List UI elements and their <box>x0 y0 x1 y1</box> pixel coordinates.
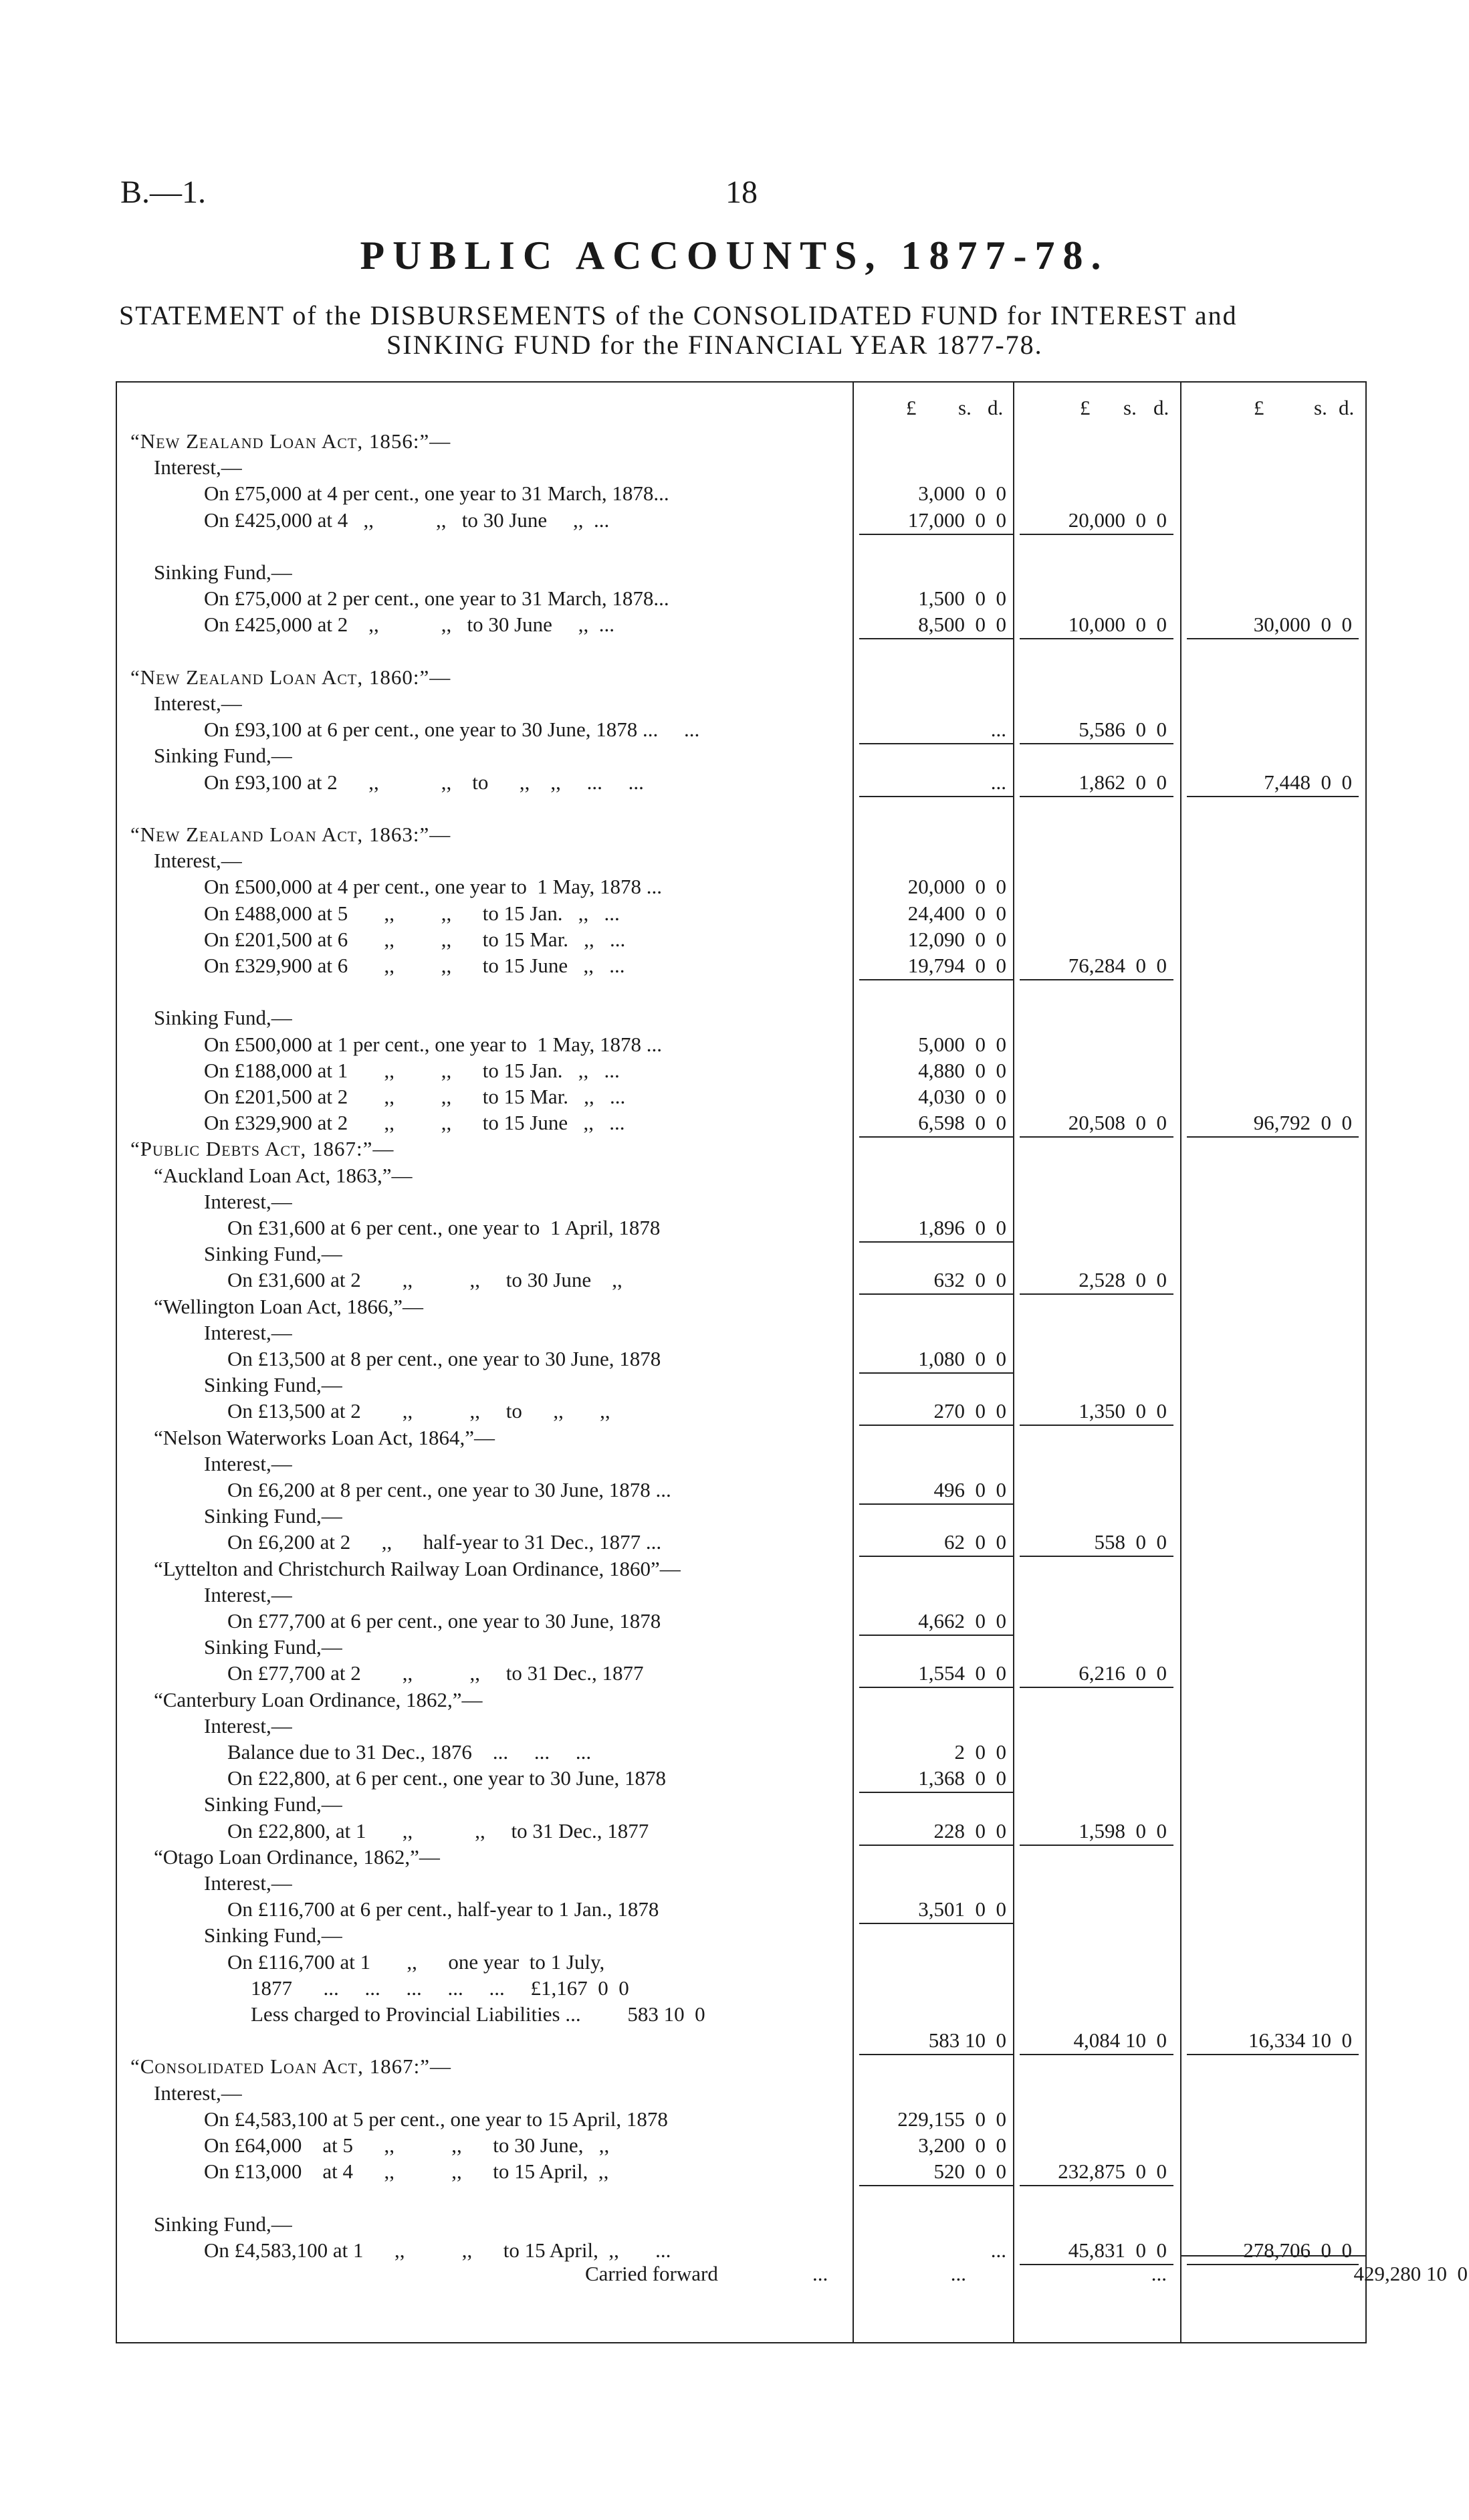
ledger-line-text: On £22,800, at 6 per cent., one year to 30 June, 1878 <box>227 1766 667 1790</box>
ledger-line-text: On £500,000 at 4 per cent., one year to 1 May, 1878 ... <box>204 875 662 898</box>
col2-pence-header: d. <box>1153 396 1169 419</box>
amount-c1: 1,080 0 0 <box>918 1347 1006 1370</box>
ledger-line-text: On £6,200 at 2 ,, half-year to 31 Dec., 1877 ... <box>227 1530 662 1554</box>
subtotal-rule <box>1020 743 1173 744</box>
col1-shilling-header: s. <box>958 396 972 419</box>
subtotal-rule <box>859 1923 1013 1924</box>
statement-title-line-1: STATEMENT of the DISBURSEMENTS of the CONSOLIDATED FUND for INTEREST and <box>119 300 1238 330</box>
amount-c1: 229,155 0 0 <box>897 2107 1006 2131</box>
ledger-line-text: On £329,900 at 6 ,, ,, to 15 June ,, ... <box>204 954 625 977</box>
amount-c1: 520 0 0 <box>933 2160 1006 2183</box>
ledger-line-text: Sinking Fund,— <box>154 2212 292 2236</box>
ledger-line-text: On £6,200 at 8 per cent., one year to 30 June, 1878 ... <box>227 1478 671 1501</box>
amount-c2: 1,862 0 0 <box>1079 770 1167 794</box>
col1-pound-header: £ <box>906 396 917 419</box>
col2-pound-header: £ <box>1080 396 1091 419</box>
subtotal-rule <box>859 638 1013 639</box>
amount-c2: 232,875 0 0 <box>1058 2160 1167 2183</box>
ledger-line-text: “New Zealand Loan Act, 1856:”— <box>130 429 451 453</box>
amount-c2: 20,508 0 0 <box>1068 1111 1167 1134</box>
ledger-line-text: On £116,700 at 6 per cent., half-year to 1 Jan., 1878 <box>227 1897 659 1921</box>
amount-c1: 3,501 0 0 <box>918 1897 1006 1921</box>
carried-forward-col2: ... <box>1151 2262 1167 2285</box>
carried-forward-col1: ... <box>950 2262 966 2285</box>
ledger-line-text: Sinking Fund,— <box>154 560 292 584</box>
carried-forward-label: Carried forward <box>585 2262 718 2285</box>
ledger-line-text: On £4,583,100 at 5 per cent., one year to 15 April, 1878 <box>204 2107 668 2131</box>
amount-c1: 5,000 0 0 <box>918 1033 1006 1056</box>
amount-c1: 1,896 0 0 <box>918 1216 1006 1239</box>
ledger-line-text: On £329,900 at 2 ,, ,, to 15 June ,, ... <box>204 1111 625 1134</box>
amount-c1: 228 0 0 <box>933 1819 1006 1843</box>
carried-forward-dots: ... <box>812 2262 828 2285</box>
ledger-line-text: On £77,700 at 6 per cent., one year to 30 June, 1878 <box>227 1609 661 1633</box>
ledger-line-text: “New Zealand Loan Act, 1860:”— <box>130 665 451 689</box>
total-rule <box>1180 2255 1365 2256</box>
ledger-line-text: On £75,000 at 2 per cent., one year to 31 March, 1878... <box>204 587 669 610</box>
subtotal-rule <box>1020 796 1173 797</box>
subtotal-rule <box>859 1425 1013 1426</box>
col1-pence-header: d. <box>988 396 1004 419</box>
ledger-line-text: “Consolidated Loan Act, 1867:”— <box>130 2055 451 2078</box>
subtotal-rule <box>1020 1425 1173 1426</box>
ledger-line-text: Interest,— <box>204 1714 292 1738</box>
amount-c1: 20,000 0 0 <box>907 875 1006 898</box>
subtotal-rule <box>859 1845 1013 1846</box>
ledger-line-text: On £116,700 at 1 ,, one year to 1 July, <box>227 1950 605 1974</box>
amount-c1: 4,880 0 0 <box>918 1059 1006 1082</box>
amount-c1: 1,368 0 0 <box>918 1766 1006 1790</box>
ledger-line-text: Interest,— <box>204 1871 292 1895</box>
amount-c1: 3,000 0 0 <box>918 482 1006 505</box>
amount-c3: 96,792 0 0 <box>1253 1111 1352 1134</box>
subtotal-rule <box>1020 979 1173 980</box>
subtotal-rule <box>1020 2054 1173 2055</box>
ledger-line-text: Interest,— <box>154 455 242 479</box>
subtotal-rule <box>859 796 1013 797</box>
subtotal-rule <box>859 743 1013 744</box>
amount-c2: 1,350 0 0 <box>1079 1399 1167 1423</box>
subtotal-rule <box>1020 1293 1173 1295</box>
amount-c1: 12,090 0 0 <box>907 928 1006 951</box>
amount-c1: ... <box>990 770 1006 794</box>
document-reference: B.—1. <box>120 175 207 210</box>
subtotal-rule <box>859 1687 1013 1688</box>
col2-shilling-header: s. <box>1123 396 1137 419</box>
amount-c2: 2,528 0 0 <box>1079 1268 1167 1291</box>
subtotal-rule <box>1020 638 1173 639</box>
subtotal-rule <box>859 1792 1013 1793</box>
amount-c1: 1,554 0 0 <box>918 1661 1006 1685</box>
amount-c3: 278,706 0 0 <box>1243 2238 1352 2262</box>
ledger-line-text: Interest,— <box>154 849 242 872</box>
ledger-line-text: On £31,600 at 6 per cent., one year to 1 April, 1878 <box>227 1216 661 1239</box>
amount-c3: 16,334 10 0 <box>1248 2028 1352 2052</box>
ledger-line-text: On £75,000 at 4 per cent., one year to 31 March, 1878... <box>204 482 669 505</box>
ledger-line-text: On £188,000 at 1 ,, ,, to 15 Jan. ,, ... <box>204 1059 620 1082</box>
ledger-line-text: 1877 ... ... ... ... ... £1,167 0 0 <box>251 1976 629 2000</box>
amount-c1: 24,400 0 0 <box>907 902 1006 925</box>
subtotal-rule <box>1020 534 1173 535</box>
amount-c1: 632 0 0 <box>933 1268 1006 1291</box>
ledger-line-text: Balance due to 31 Dec., 1876 ... ... ... <box>227 1740 592 1764</box>
ledger-line-text: On £31,600 at 2 ,, ,, to 30 June ,, <box>227 1268 623 1291</box>
col3-pence-header: d. <box>1339 396 1355 419</box>
amount-c1: 270 0 0 <box>933 1399 1006 1423</box>
ledger-line-text: Sinking Fund,— <box>204 1635 342 1659</box>
ledger-line-text: Interest,— <box>204 1583 292 1606</box>
amount-c2: 76,284 0 0 <box>1068 954 1167 977</box>
amount-c1: 19,794 0 0 <box>907 954 1006 977</box>
subtotal-rule <box>859 1635 1013 1636</box>
amount-c3: 30,000 0 0 <box>1253 613 1352 636</box>
ledger-line-text: Sinking Fund,— <box>154 1006 292 1029</box>
subtotal-rule <box>859 1556 1013 1557</box>
amount-c1: 17,000 0 0 <box>907 508 1006 532</box>
subtotal-rule <box>859 2054 1013 2055</box>
page-title: PUBLIC ACCOUNTS, 1877-78. <box>360 233 1109 278</box>
ledger-line-text: On £22,800, at 1 ,, ,, to 31 Dec., 1877 <box>227 1819 649 1843</box>
amount-c1: 4,030 0 0 <box>918 1085 1006 1108</box>
ledger-line-text: On £425,000 at 4 ,, ,, to 30 June ,, ... <box>204 508 610 532</box>
subtotal-rule <box>1187 638 1359 639</box>
subtotal-rule <box>859 534 1013 535</box>
amount-c2: 1,598 0 0 <box>1079 1819 1167 1843</box>
amount-c1: 4,662 0 0 <box>918 1609 1006 1633</box>
ledger-line-text: On £201,500 at 2 ,, ,, to 15 Mar. ,, ... <box>204 1085 626 1108</box>
amount-c1: 62 0 0 <box>944 1530 1006 1554</box>
ledger-line-text: “Public Debts Act, 1867:”— <box>130 1137 394 1160</box>
ledger-line-text: Sinking Fund,— <box>204 1242 342 1265</box>
amount-c3: 7,448 0 0 <box>1264 770 1352 794</box>
ledger-line-text: On £13,500 at 8 per cent., one year to 30 June, 1878 <box>227 1347 661 1370</box>
amount-c2: 20,000 0 0 <box>1068 508 1167 532</box>
ledger-line-text: On £93,100 at 2 ,, ,, to ,, ,, ... ... <box>204 770 644 794</box>
page-number: 18 <box>725 175 758 210</box>
amount-c1: 6,598 0 0 <box>918 1111 1006 1134</box>
amount-c2: 558 0 0 <box>1094 1530 1167 1554</box>
subtotal-rule <box>1020 1845 1173 1846</box>
ledger-line-text: Interest,— <box>154 2081 242 2105</box>
subtotal-rule <box>859 1241 1013 1243</box>
amount-c1: 2 0 0 <box>954 1740 1006 1764</box>
subtotal-rule <box>1020 1556 1173 1557</box>
amount-c1: ... <box>990 2238 1006 2262</box>
amount-c2: 4,084 10 0 <box>1073 2028 1167 2052</box>
amount-c1: 8,500 0 0 <box>918 613 1006 636</box>
ledger-line-text: On £13,500 at 2 ,, ,, to ,, ,, <box>227 1399 610 1423</box>
amount-c2: 6,216 0 0 <box>1079 1661 1167 1685</box>
ledger-line-text: “Wellington Loan Act, 1866,”— <box>154 1295 423 1318</box>
ledger-line-text: Sinking Fund,— <box>204 1923 342 1947</box>
ledger-line-text: On £93,100 at 6 per cent., one year to 30 June, 1878 ... ... <box>204 718 700 741</box>
ledger-line-text: On £64,000 at 5 ,, ,, to 30 June, ,, <box>204 2133 610 2157</box>
subtotal-rule <box>859 2185 1013 2186</box>
ledger-line-text: On £77,700 at 2 ,, ,, to 31 Dec., 1877 <box>227 1661 644 1685</box>
ledger-line-text: Interest,— <box>154 692 242 715</box>
subtotal-rule <box>1187 2054 1359 2055</box>
ledger-line-text: Less charged to Provincial Liabilities ... 583 10 0 <box>251 2002 705 2026</box>
ledger-line-text: “New Zealand Loan Act, 1863:”— <box>130 823 451 846</box>
subtotal-rule <box>859 1503 1013 1505</box>
ledger-line-text: Interest,— <box>204 1321 292 1344</box>
ledger-line-text: Interest,— <box>204 1452 292 1475</box>
amount-c1: 1,500 0 0 <box>918 587 1006 610</box>
amount-c1: 496 0 0 <box>933 1478 1006 1501</box>
ledger-line-text: Sinking Fund,— <box>204 1373 342 1396</box>
ledger-line-text: Sinking Fund,— <box>204 1792 342 1816</box>
amount-c2: 45,831 0 0 <box>1068 2238 1167 2262</box>
ledger-line-text: “Nelson Waterworks Loan Act, 1864,”— <box>154 1426 495 1449</box>
subtotal-rule <box>859 979 1013 980</box>
ledger-line-text: “Otago Loan Ordinance, 1862,”— <box>154 1845 440 1869</box>
col3-shilling-header: s. <box>1314 396 1327 419</box>
subtotal-rule <box>1020 1687 1173 1688</box>
amount-c1: 3,200 0 0 <box>918 2133 1006 2157</box>
ledger-line-text: On £13,000 at 4 ,, ,, to 15 April, ,, <box>204 2160 609 2183</box>
subtotal-rule <box>859 1293 1013 1295</box>
ledger-line-text: “Canterbury Loan Ordinance, 1862,”— <box>154 1688 483 1711</box>
statement-title-line-2: SINKING FUND for the FINANCIAL YEAR 1877-78. <box>386 330 1043 360</box>
subtotal-rule <box>1020 1136 1173 1138</box>
amount-c2: 10,000 0 0 <box>1068 613 1167 636</box>
ledger-line-text: On £425,000 at 2 ,, ,, to 30 June ,, ... <box>204 613 614 636</box>
disbursements-table <box>116 381 1468 2343</box>
subtotal-rule <box>1187 796 1359 797</box>
ledger-line-text: On £4,583,100 at 1 ,, ,, to 15 April, ,, ... <box>204 2238 671 2262</box>
ledger-line-text: On £500,000 at 1 per cent., one year to 1 May, 1878 ... <box>204 1033 662 1056</box>
ledger-line-text: “Lyttelton and Christchurch Railway Loan Ordinance, 1860”— <box>154 1557 681 1580</box>
ledger-line-text: Interest,— <box>204 1190 292 1213</box>
carried-forward-total: 429,280 10 0 <box>1353 2262 1468 2285</box>
ledger-line-text: Sinking Fund,— <box>154 744 292 767</box>
ledger-line-text: On £488,000 at 5 ,, ,, to 15 Jan. ,, ... <box>204 902 620 925</box>
subtotal-rule <box>1187 1136 1359 1138</box>
subtotal-rule <box>859 1136 1013 1138</box>
amount-c1: ... <box>990 718 1006 741</box>
ledger-line-text: On £201,500 at 6 ,, ,, to 15 Mar. ,, ... <box>204 928 626 951</box>
col3-pound-header: £ <box>1254 396 1264 419</box>
amount-c2: 5,586 0 0 <box>1079 718 1167 741</box>
ledger-line-text: “Auckland Loan Act, 1863,”— <box>154 1164 413 1187</box>
subtotal-rule <box>859 1372 1013 1374</box>
amount-c1: 583 10 0 <box>928 2028 1006 2052</box>
ledger-line-text: Sinking Fund,— <box>204 1504 342 1528</box>
subtotal-rule <box>1020 2185 1173 2186</box>
